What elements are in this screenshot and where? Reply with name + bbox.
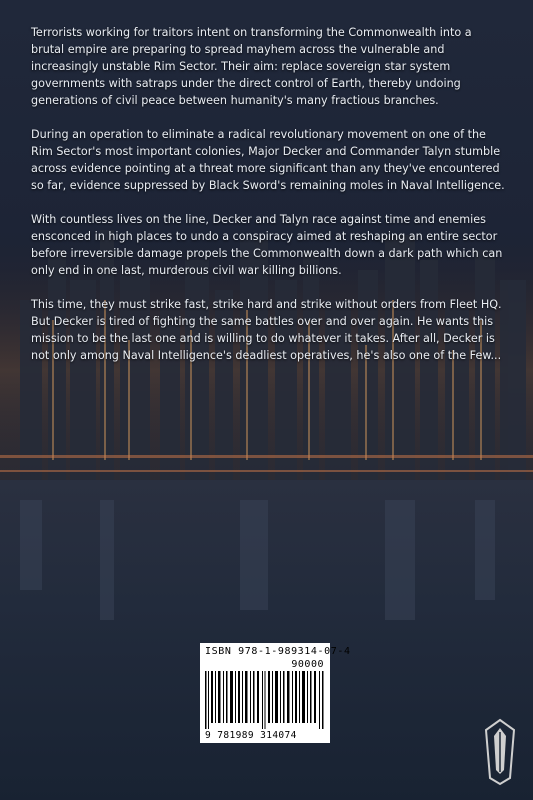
blurb-paragraph-2: During an operation to eliminate a radical revolutionary movement on one of the Rim Sector's most important colonies, Major Decker and Commander Talyn stumble across evidence pointing at a threat more significant than any they've encountered so far, evidence suppressed by Black Sword's remaining moles in Naval Intelligence. (31, 128, 505, 192)
blurb-paragraph-4: This time, they must strike fast, strike hard and strike without orders from Fleet HQ. But Decker is tired of fighting the same battles over and over again. He wants this mission to be the last one and is willing to do whatever it takes. After all, Decker is not only among Naval Intelligence's deadliest operatives, he's also one of the Few... (31, 298, 502, 362)
isbn-number: ISBN 978-1-989314-07-4 (205, 646, 351, 657)
blurb-paragraph-3: With countless lives on the line, Decker and Talyn race against time and enemies ensconced in high places to undo a conspiracy aimed at reshaping an entire sector before irreversible damage propels the Commonwealth down a dark path which can only end in one last, murderous civil war killing billions. (31, 213, 503, 277)
back-cover-blurb (31, 24, 505, 381)
barcode-digits: 9 781989 314074 (205, 730, 297, 741)
publisher-seal-icon (484, 718, 516, 786)
blurb-paragraph-1: Terrorists working for traitors intent on transforming the Commonwealth into a brutal empire are preparing to spread mayhem across the vulnerable and increasingly unstable Rim Sector. Their aim: replace sovereign star system governments with satraps under the direct control of Earth, thereby undoing generations of civil peace between humanity's many fractious branches. (31, 26, 472, 107)
isbn-barcode (200, 643, 351, 743)
barcode-bars (205, 671, 325, 729)
price-code: 90000 (291, 659, 324, 670)
